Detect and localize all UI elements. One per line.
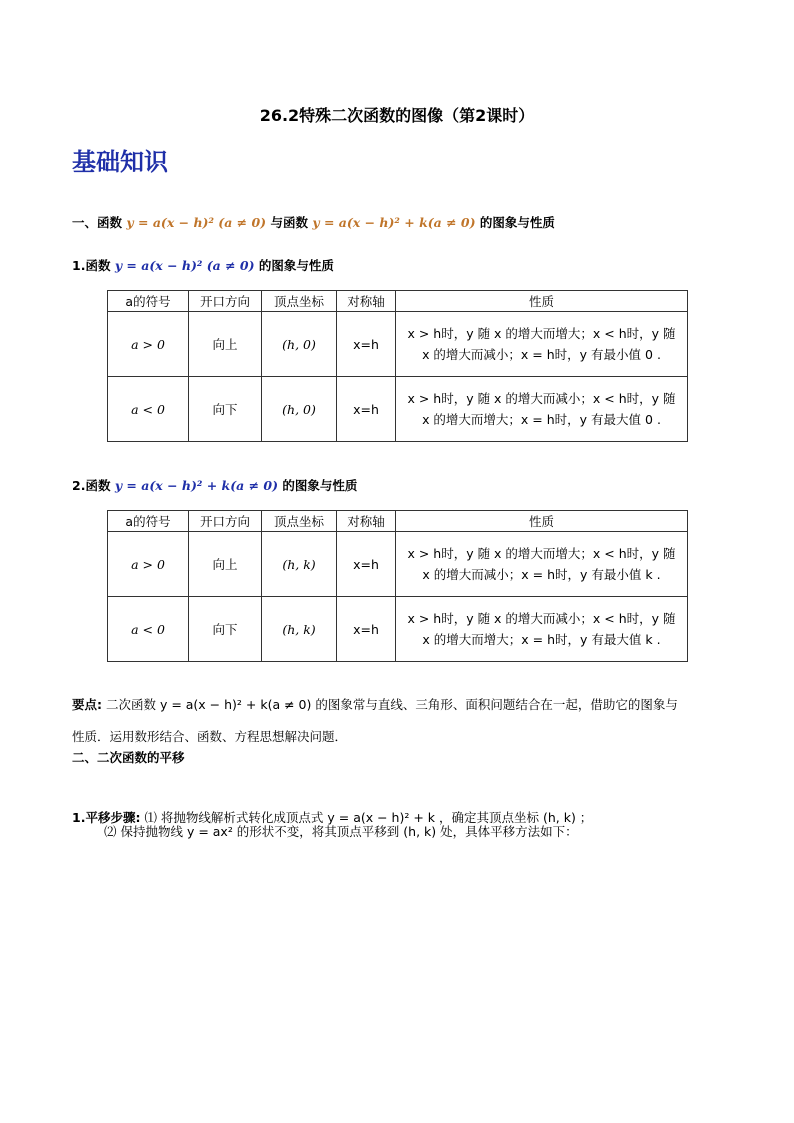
header-direction: 开口方向 — [189, 291, 262, 312]
header-axis: 对称轴 — [337, 511, 396, 532]
properties-table-1 — [107, 290, 688, 442]
vertex-cell: (h, k) — [262, 532, 337, 597]
table-row — [108, 312, 688, 377]
keypoint-label: 要点: — [72, 697, 102, 712]
header-sign: a的符号 — [108, 291, 189, 312]
property-cell: x > h时，y 随 x 的增大而增大；x < h时，y 随 x 的增大而减小；x = h时，y 有最小值 0 . — [396, 312, 688, 377]
sign-cell: a > 0 — [108, 532, 189, 597]
section1-heading: 一、函数 y = a(x − h)² (a ≠ 0) 与函数 y = a(x − h)² + k(a ≠ 0) 的图象与性质 — [72, 215, 555, 230]
header-sign: a的符号 — [108, 511, 189, 532]
keypoint-text-1: 二次函数 y = a(x − h)² + k(a ≠ 0) 的图象常与直线、三角形、面积问题结合在一起，借助它的图象与 — [105, 697, 678, 712]
axis-cell: x=h — [337, 532, 396, 597]
direction-cell: 向上 — [189, 312, 262, 377]
formula-sub2: y = a(x − h)² + k(a ≠ 0) — [114, 478, 279, 493]
step1-label: 1.平移步骤: — [72, 810, 141, 825]
direction-cell: 向上 — [189, 532, 262, 597]
direction-cell: 向下 — [189, 597, 262, 662]
formula-vertex-zero: y = a(x − h)² (a ≠ 0) — [126, 215, 267, 230]
property-cell: x > h时，y 随 x 的增大而增大；x < h时，y 随 x 的增大而减小；x = h时，y 有最小值 k . — [396, 532, 688, 597]
section2-heading: 二、二次函数的平移 — [72, 750, 185, 765]
property-cell: x > h时，y 随 x 的增大而减小；x < h时，y 随 x 的增大而增大；x = h时，y 有最大值 k . — [396, 597, 688, 662]
property-cell: x > h时，y 随 x 的增大而减小；x < h时，y 随 x 的增大而增大；x = h时，y 有最大值 0 . — [396, 377, 688, 442]
header-property: 性质 — [396, 291, 688, 312]
sign-cell: a > 0 — [108, 312, 189, 377]
keypoint-line-1 — [72, 695, 678, 713]
subsection2-heading: 2.函数 y = a(x − h)² + k(a ≠ 0) 的图象与性质 — [72, 478, 358, 493]
sign-cell: a < 0 — [108, 597, 189, 662]
table-row — [108, 377, 688, 442]
vertex-cell: (h, 0) — [262, 312, 337, 377]
header-property: 性质 — [396, 511, 688, 532]
table-row — [108, 532, 688, 597]
table-header-row — [108, 291, 688, 312]
axis-cell: x=h — [337, 377, 396, 442]
step1-text: ⑴ 将抛物线解析式转化成顶点式 y = a(x − h)² + k ，确定其顶点坐标 (h, k) ； — [144, 810, 593, 825]
table-header-row — [108, 511, 688, 532]
header-axis: 对称轴 — [337, 291, 396, 312]
vertex-cell: (h, 0) — [262, 377, 337, 442]
formula-sub1: y = a(x − h)² (a ≠ 0) — [114, 258, 255, 273]
table-row — [108, 597, 688, 662]
section-heading: 基础知识 — [72, 147, 168, 176]
axis-cell: x=h — [337, 312, 396, 377]
step2-line: ⑵ 保持抛物线 y = ax² 的形状不变，将其顶点平移到 (h, k) 处，具体平移方法如下： — [104, 824, 578, 839]
keypoint-text-2: 性质．运用数形结合、函数、方程思想解决问题． — [72, 729, 348, 744]
sign-cell: a < 0 — [108, 377, 189, 442]
vertex-cell: (h, k) — [262, 597, 337, 662]
subsection1-heading: 1.函数 y = a(x − h)² (a ≠ 0) 的图象与性质 — [72, 258, 334, 273]
formula-vertex-hk: y = a(x − h)² + k(a ≠ 0) — [312, 215, 476, 230]
header-direction: 开口方向 — [189, 511, 262, 532]
header-vertex: 顶点坐标 — [262, 511, 337, 532]
page-title: 26.2特殊二次函数的图像（第2课时） — [259, 106, 535, 125]
properties-table-2 — [107, 510, 688, 662]
direction-cell: 向下 — [189, 377, 262, 442]
axis-cell: x=h — [337, 597, 396, 662]
header-vertex: 顶点坐标 — [262, 291, 337, 312]
